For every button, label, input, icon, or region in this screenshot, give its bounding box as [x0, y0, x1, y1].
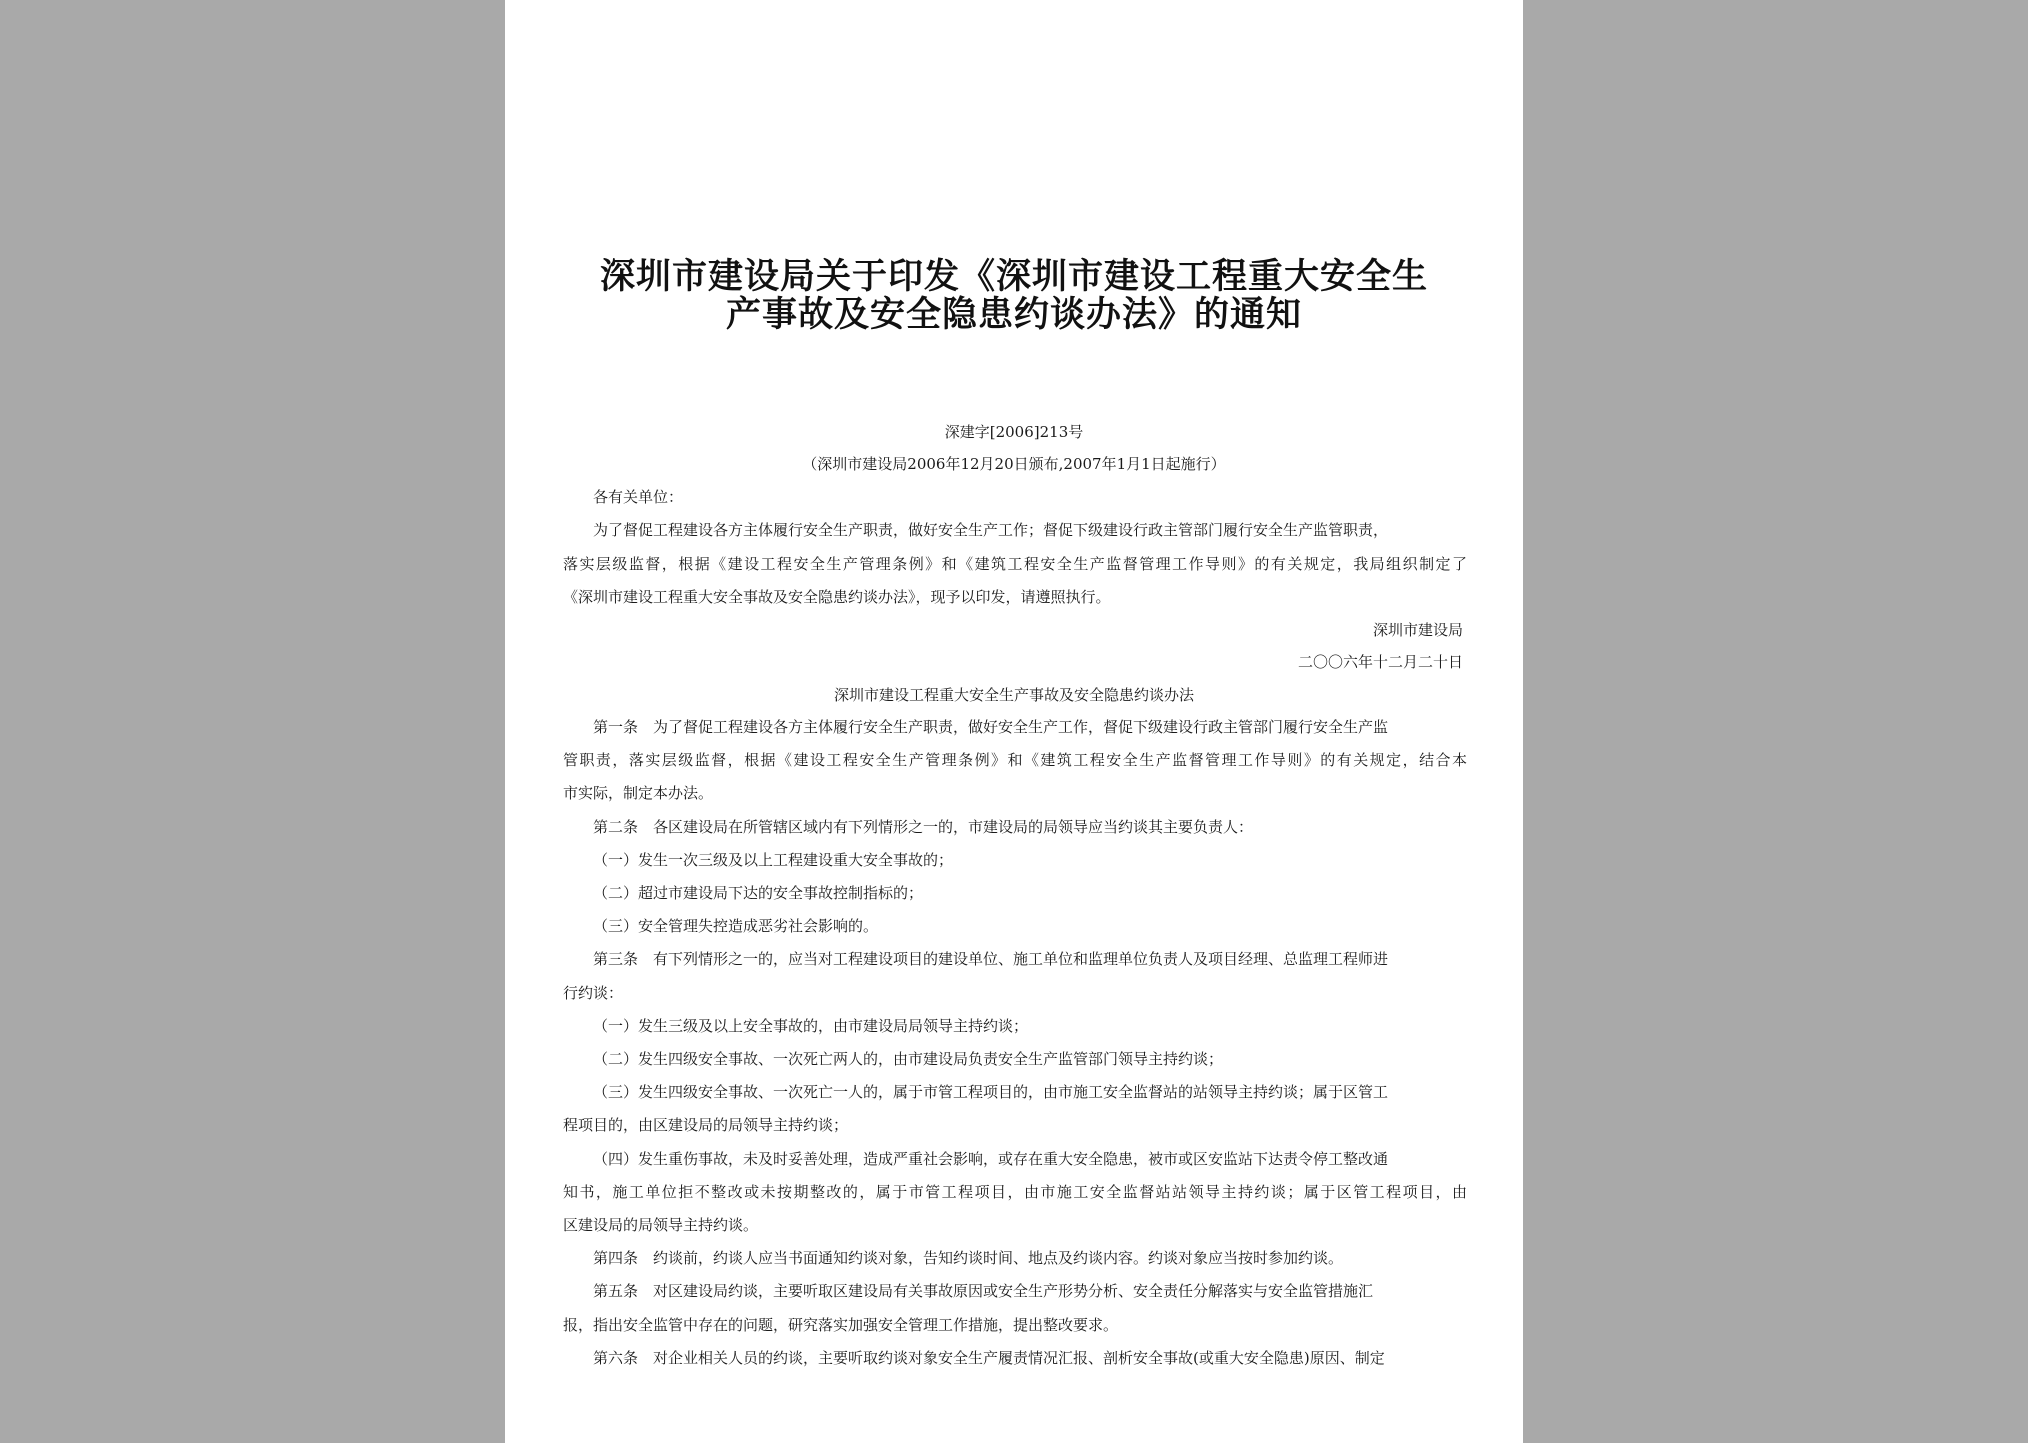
body-line: （四）发生重伤事故，未及时妥善处理，造成严重社会影响，或存在重大安全隐患，被市或区安监站下达责令停工整改通 — [593, 1150, 1389, 1168]
intro-line-2: 落实层级监督，根据《建设工程安全生产管理条例》和《建筑工程安全生产监督管理工作导则》的有关规定，我局组织制定了 — [563, 555, 1467, 573]
body-line: 知书，施工单位拒不整改或未按期整改的，属于市管工程项目，由市施工安全监督站站领导主持约谈；属于区管工程项目，由 — [563, 1183, 1467, 1201]
salutation: 各有关单位： — [593, 488, 684, 506]
sign-date: 二〇〇六年十二月二十日 — [1297, 653, 1463, 671]
body-line: 程项目的，由区建设局的局领导主持约谈； — [563, 1116, 849, 1134]
body-line: （一）发生一次三级及以上工程建设重大安全事故的； — [593, 851, 954, 869]
body-line: 第四条 约谈前，约谈人应当书面通知约谈对象，告知约谈时间、地点及约谈内容。约谈对象应当按时参加约谈。 — [593, 1249, 1344, 1267]
signer: 深圳市建设局 — [1372, 621, 1463, 639]
doc-number: 深建字[2006]213号 — [944, 423, 1084, 441]
body-line: 第六条 对企业相关人员的约谈，主要听取约谈对象安全生产履责情况汇报、剖析安全事故(或重大安全隐患)原因、制定 — [593, 1349, 1385, 1367]
body-line: 行约谈： — [563, 984, 624, 1002]
body-line: 第二条 各区建设局在所管辖区域内有下列情形之一的，市建设局的局领导应当约谈其主要负责人： — [593, 818, 1254, 836]
body-line: 区建设局的局领导主持约谈。 — [563, 1216, 759, 1234]
body-line: 市实际，制定本办法。 — [563, 784, 714, 802]
intro-line-3: 《深圳市建设工程重大安全事故及安全隐患约谈办法》，现予以印发，请遵照执行。 — [563, 588, 1111, 606]
body-line: （二）发生四级安全事故、一次死亡两人的，由市建设局负责安全生产监管部门领导主持约谈； — [593, 1050, 1224, 1068]
body-line: （一）发生三级及以上安全事故的，由市建设局局领导主持约谈； — [593, 1017, 1029, 1035]
title-line-1: 深圳市建设局关于印发《深圳市建设工程重大安全生 — [599, 256, 1428, 297]
sub-title: 深圳市建设工程重大安全生产事故及安全隐患约谈办法 — [833, 686, 1194, 704]
body-line: 第一条 为了督促工程建设各方主体履行安全生产职责，做好安全生产工作，督促下级建设行政主管部门履行安全生产监 — [593, 718, 1389, 736]
body-line: 报，指出安全监管中存在的问题，研究落实加强安全管理工作措施，提出整改要求。 — [563, 1316, 1119, 1334]
body-line: （三）安全管理失控造成恶劣社会影响的。 — [593, 917, 879, 935]
body-line: 第三条 有下列情形之一的，应当对工程建设项目的建设单位、施工单位和监理单位负责人及项目经理、总监理工程师进 — [593, 950, 1389, 968]
issue-note: （深圳市建设局2006年12月20日颁布,2007年1月1日起施行） — [802, 455, 1226, 473]
intro-line-1: 为了督促工程建设各方主体履行安全生产职责，做好安全生产工作；督促下级建设行政主管部门履行安全生产监管职责， — [593, 521, 1389, 539]
body-line: （二）超过市建设局下达的安全事故控制指标的； — [593, 884, 924, 902]
body-line: 第五条 对区建设局约谈，主要听取区建设局有关事故原因或安全生产形势分析、安全责任分解落实与安全监管措施汇 — [593, 1282, 1374, 1300]
body-line: （三）发生四级安全事故、一次死亡一人的，属于市管工程项目的，由市施工安全监督站的站领导主持约谈；属于区管工 — [593, 1083, 1389, 1101]
document-title — [565, 258, 1463, 334]
document-page — [505, 0, 1523, 1443]
body-line: 管职责，落实层级监督，根据《建设工程安全生产管理条例》和《建筑工程安全生产监督管理工作导则》的有关规定，结合本 — [563, 751, 1467, 769]
title-line-2: 产事故及安全隐患约谈办法》的通知 — [725, 294, 1302, 335]
